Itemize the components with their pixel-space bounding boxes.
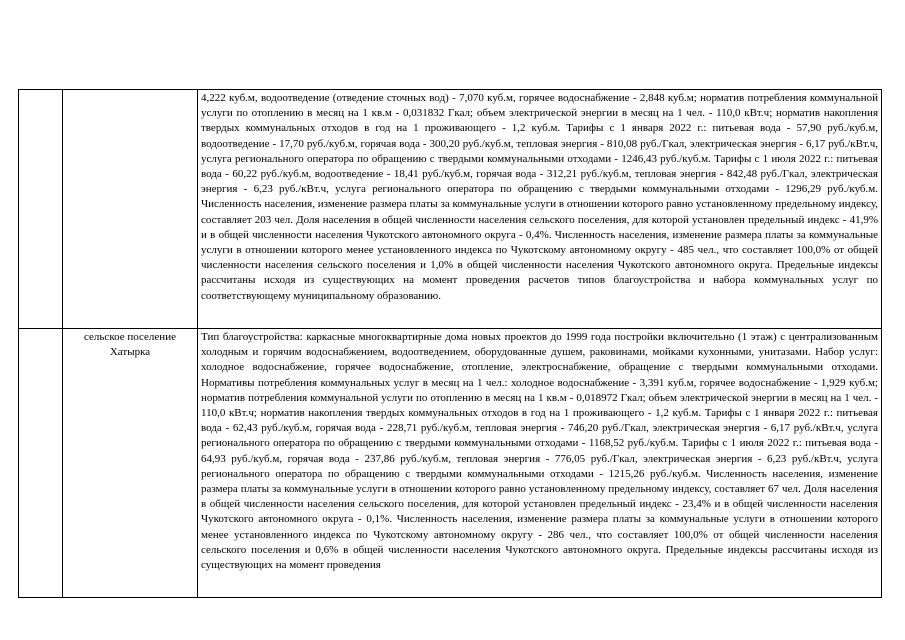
row-number-cell [19,329,63,598]
table-row [19,329,882,598]
description-cell [198,329,882,598]
document-table [18,89,882,598]
description-text: 4,222 куб.м, водоотведение (отведение сточных вод) - 7,070 куб.м, горячее водоснабжение - 2,848 куб.м; норматив потребления коммунальной услуги по отоплению в месяц на 1 кв.м - 0,031832 Гкал; объем электрической энергии в месяц на 1 чел. - 110,0 кВт.ч; норматив накопления твердых коммунальных отходов в год на 1 проживающего - 1,2 куб.м. Тарифы с 1 января 2022 г.: питьевая вода - 57,90 руб./куб.м, водоотведение - 17,70 руб./куб.м, горячая вода - 300,20 руб./куб.м, тепловая энергия - 810,08 руб./Гкал, электрическая энергия - 6,17 руб./кВт.ч, услуга регионального оператора по обращению с твердыми коммунальными отходами - 1246,43 руб./куб.м. Тарифы с 1 июля 2022 г.: питьевая вода - 60,22 руб./куб.м, водоотведение - 18,41 руб./куб.м, горячая вода - 312,21 руб./куб.м, тепловая энергия - 842,48 руб./Гкал, электрическая энергия - 6,23 руб./кВт.ч, услуга регионального оператора по обращению с твердыми коммунальными отходами - 1296,29 руб./куб.м. Численность населения, изменение размера платы за коммунальные услуги в отношении которого равно установленному предельному индексу, составляет 203 чел. Доля населения в общей численности населения сельского поселения, для которой установлен предельный индекс - 41,9% и в общей численности населения Чукотского автономного округа - 0,4%. Численность населения, изменение размера платы за коммунальные услуги в отношении которого менее установленного индекса по Чукотскому автономному округу - 485 чел., что составляет 100,0% от общей численности населения сельского поселения и 1,0% в общей численности населения Чукотского автономного округа. Предельные индексы рассчитаны исходя из существующих на момент проведения расчетов типов благоустройства и набора коммунальных услуг по соответствующему муниципальному образованию. [201,92,878,302]
description-cell [198,90,882,329]
municipality-name: сельское поселение Хатырка [84,331,176,359]
municipality-name-cell [63,329,198,598]
row-number-cell [19,90,63,329]
municipality-name [63,90,197,91]
municipality-name-cell [63,90,198,329]
table-row [19,90,882,329]
description-text: Тип благоустройства: каркасные многоквартирные дома новых проектов до 1999 года постройки включительно (1 этаж) с централизованным холодным и горячим водоснабжением, водоотведением, оборудованные душем, раковинами, мойками кухонными, унитазами. Набор услуг: холодное водоснабжение, горячее водоснабжение, отопление, электроснабжение, обращение с твердыми коммунальными отходами. Нормативы потребления коммунальных услуг в месяц на 1 чел.: холодное водоснабжение - 3,391 куб.м, горячее водоснабжение - 1,929 куб.м; норматив потребления коммунальной услуги по отоплению в месяц на 1 кв.м - 0,018972 Гкал; объем электрической энергии в месяц на 1 чел. - 110,0 кВт.ч; норматив накопления твердых коммунальных отходов в год на 1 проживающего - 1,2 куб.м. Тарифы с 1 января 2022 г.: питьевая вода - 62,43 руб./куб.м, горячая вода - 228,71 руб./куб.м, тепловая энергия - 746,20 руб./Гкал, электрическая энергия - 6,17 руб./кВт.ч, услуга регионального оператора по обращению с твердыми коммунальными отходами - 1168,52 руб./куб.м. Тарифы с 1 июля 2022 г.: питьевая вода - 64,93 руб./куб.м, горячая вода - 237,86 руб./куб.м, тепловая энергия - 776,05 руб./Гкал, электрическая энергия - 6,23 руб./кВт.ч, услуга регионального оператора по обращению с твердыми коммунальными отходами - 1215,26 руб./куб.м. Численность населения, изменение размера платы за коммунальные услуги в отношении которого равно установленному предельному индексу, составляет 67 чел. Доля населения в общей численности населения сельского поселения, для которой установлен предельный индекс - 23,4% и в общей численности населения Чукотского автономного округа - 0,1%. Численность населения, изменение размера платы за коммунальные услуги в отношении которого менее установленного индекса по Чукотскому автономному округу - 286 чел., что составляет 100,0% от общей численности населения сельского поселения и 0,6% в общей численности населения Чукотского автономного округа. Предельные индексы рассчитаны исходя из существующих на момент проведения [201,331,878,572]
